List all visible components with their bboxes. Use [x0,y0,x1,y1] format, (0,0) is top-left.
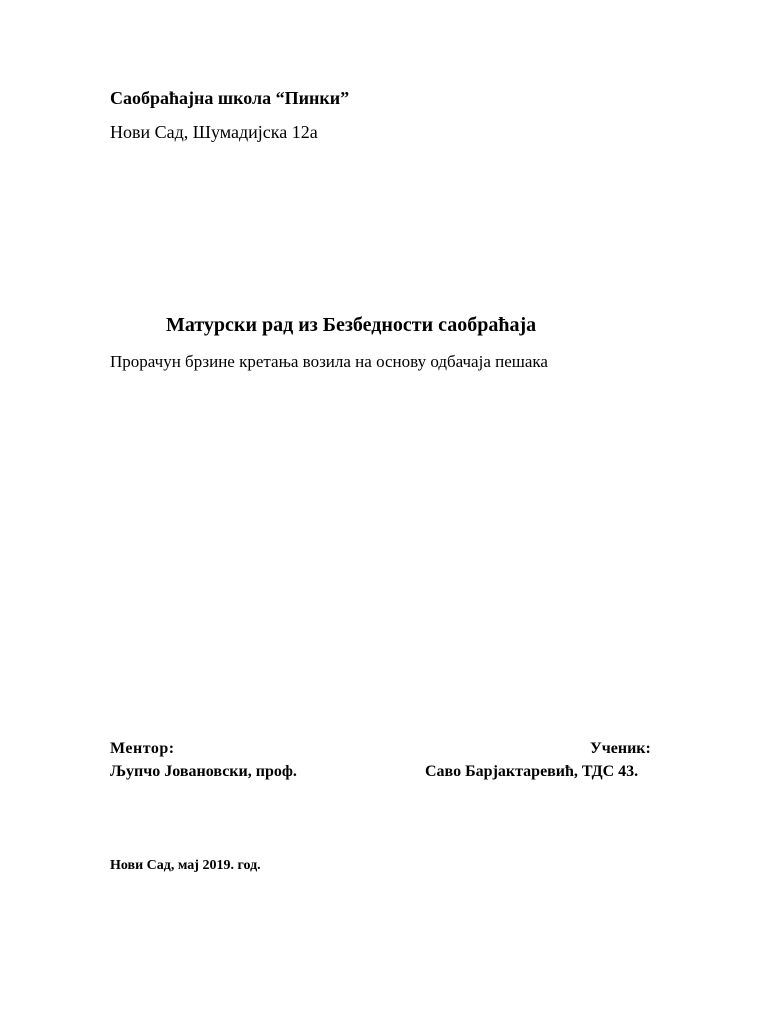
school-address: Нови Сад, Шумадијска 12а [110,122,318,142]
school-name: Саобраћајна школа “Пинки” [110,88,350,108]
place-and-date: Нови Сад, мај 2019. год. [110,858,261,873]
mentor-name: Љупчо Јовановски, проф. [110,763,297,780]
document-title: Матурски рад из Безбедности саобраћаја [166,314,537,336]
mentor-label: Ментор: [110,740,175,757]
document-subtitle: Прорачун брзине кретања возила на основу одбачаја пешака [110,352,548,371]
student-label: Ученик: [590,740,651,757]
student-name: Саво Барјактаревић, ТДС 43. [425,763,639,780]
